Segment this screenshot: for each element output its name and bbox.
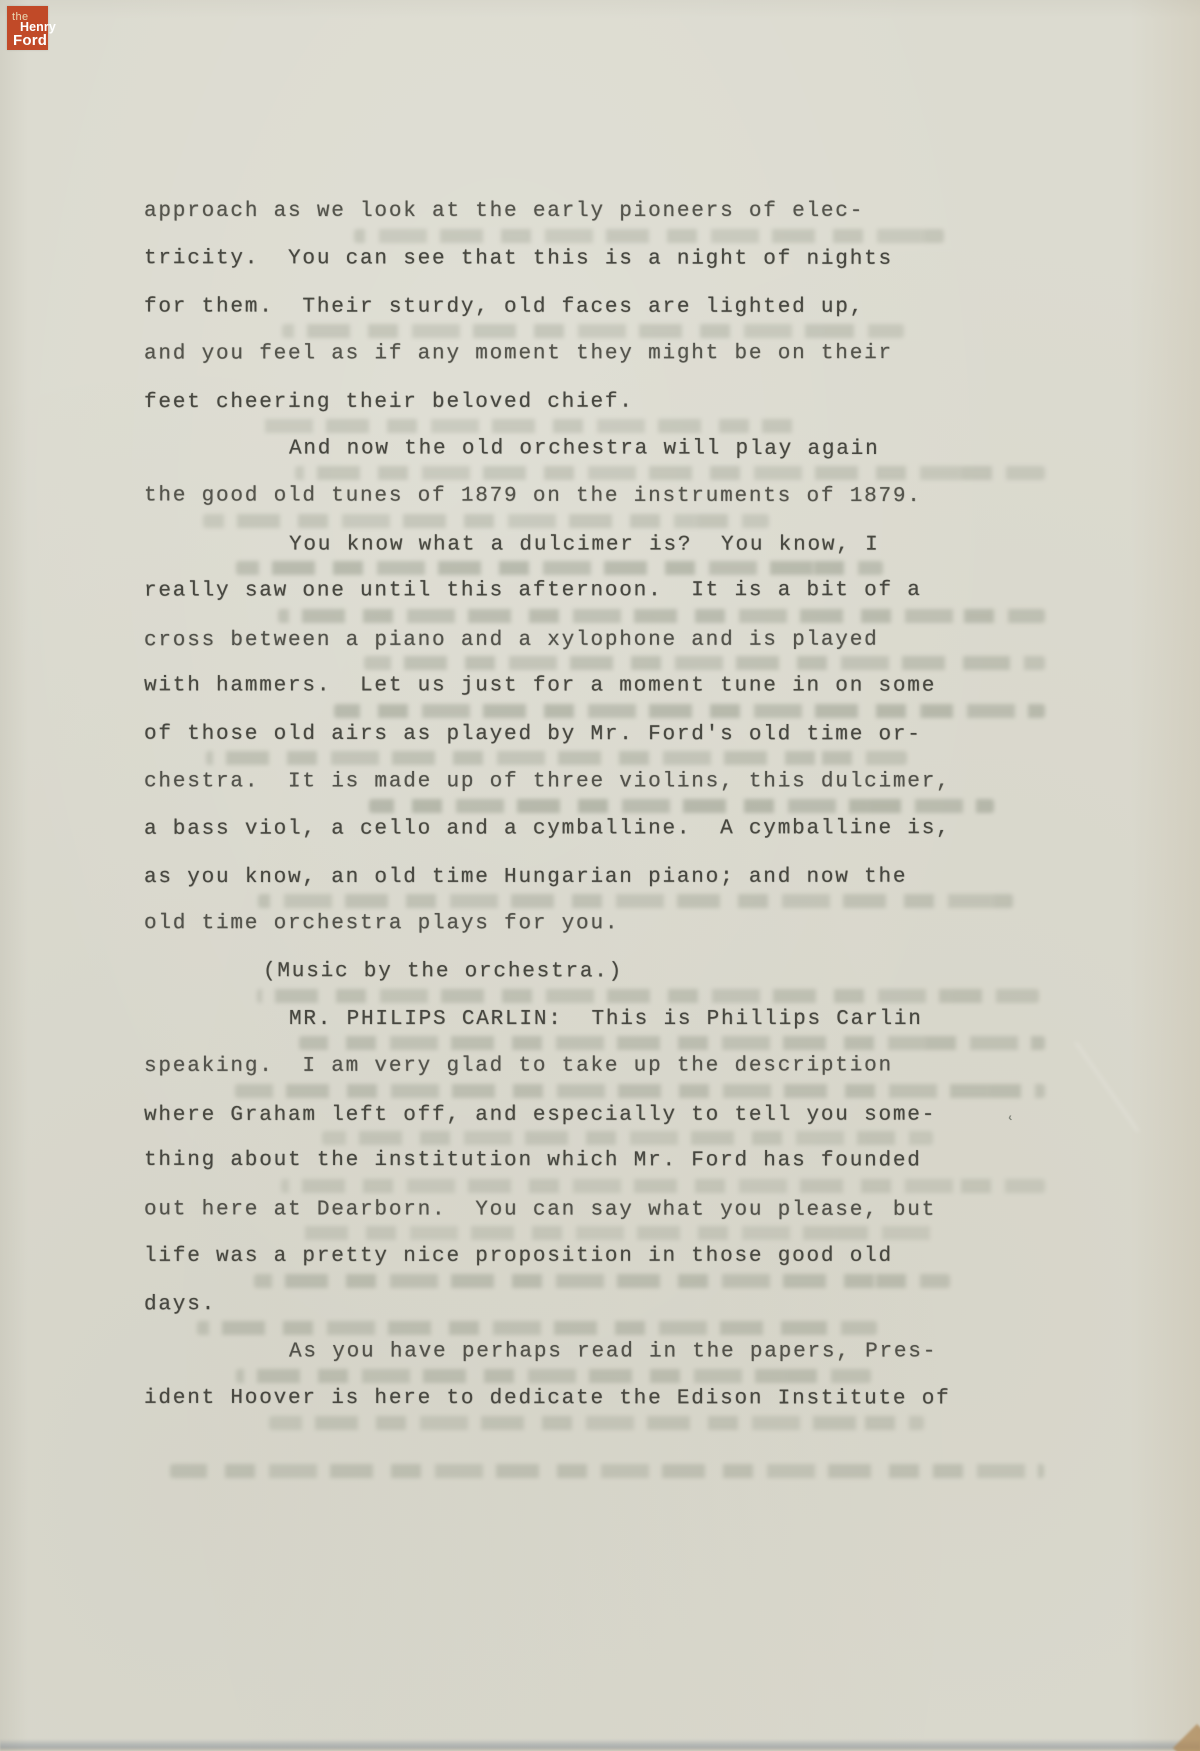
typed-line: And now the old orchestra will play again [288, 437, 880, 461]
typewritten-text-block [144, 188, 1144, 1423]
typed-line: chestra. It is made up of three violins, this dulcimer, [143, 770, 951, 794]
logo-word-henry: Henry [20, 20, 56, 34]
pencil-mark: ‹ [1007, 1109, 1013, 1125]
typed-line: days. [143, 1292, 217, 1316]
scan-bottom-edge [0, 1739, 1200, 1751]
typed-line: feet cheering their beloved chief. [143, 390, 634, 415]
typed-line: old time orchestra plays for you. [143, 911, 620, 935]
typed-line: tricity. You can see that this is a night of nights [143, 246, 893, 271]
typed-line: as you know, an old time Hungarian piano; and now the [143, 865, 908, 890]
typed-line: and you feel as if any moment they might be on their [143, 341, 893, 365]
typed-line: of those old airs as played by Mr. Ford's old time or- [143, 722, 922, 746]
typed-line: out here at Dearborn. You can say what you please, but [143, 1197, 937, 1222]
typed-line: where Graham left off, and especially to tell you some- [143, 1103, 937, 1127]
henry-ford-logo [7, 6, 56, 50]
typed-line: thing about the institution which Mr. Ford has founded [143, 1148, 922, 1173]
typed-line: for them. Their sturdy, old faces are lighted up, [143, 295, 865, 319]
typed-line: MR. PHILIPS CARLIN: This is Phillips Carlin [288, 1007, 923, 1031]
logo-word-ford: Ford [13, 32, 48, 49]
typed-line: with hammers. Let us just for a moment tune in on some [143, 674, 937, 698]
typed-line: approach as we look at the early pioneers of elec- [144, 200, 865, 223]
typed-line: speaking. I am very glad to take up the description [143, 1054, 893, 1078]
logo-word-the: the [12, 11, 29, 23]
bleedthrough-line [170, 1464, 1044, 1478]
typed-line: really saw one until this afternoon. It is a bit of a [143, 579, 922, 603]
typed-line: (Music by the orchestra.) [262, 960, 624, 984]
typed-line: life was a pretty nice proposition in those good old [143, 1244, 893, 1268]
typed-line: As you have perhaps read in the papers, Pres- [288, 1340, 938, 1364]
typed-line: ident Hoover is here to dedicate the Edison Institute of [143, 1386, 951, 1410]
typed-line: the good old tunes of 1879 on the instruments of 1879. [143, 484, 922, 509]
typed-line: You know what a dulcimer is? You know, I [288, 532, 880, 557]
typed-line: a bass viol, a cello and a cymballine. A cymballine is, [143, 816, 951, 841]
typed-line: cross between a piano and a xylophone and is played [143, 628, 879, 652]
